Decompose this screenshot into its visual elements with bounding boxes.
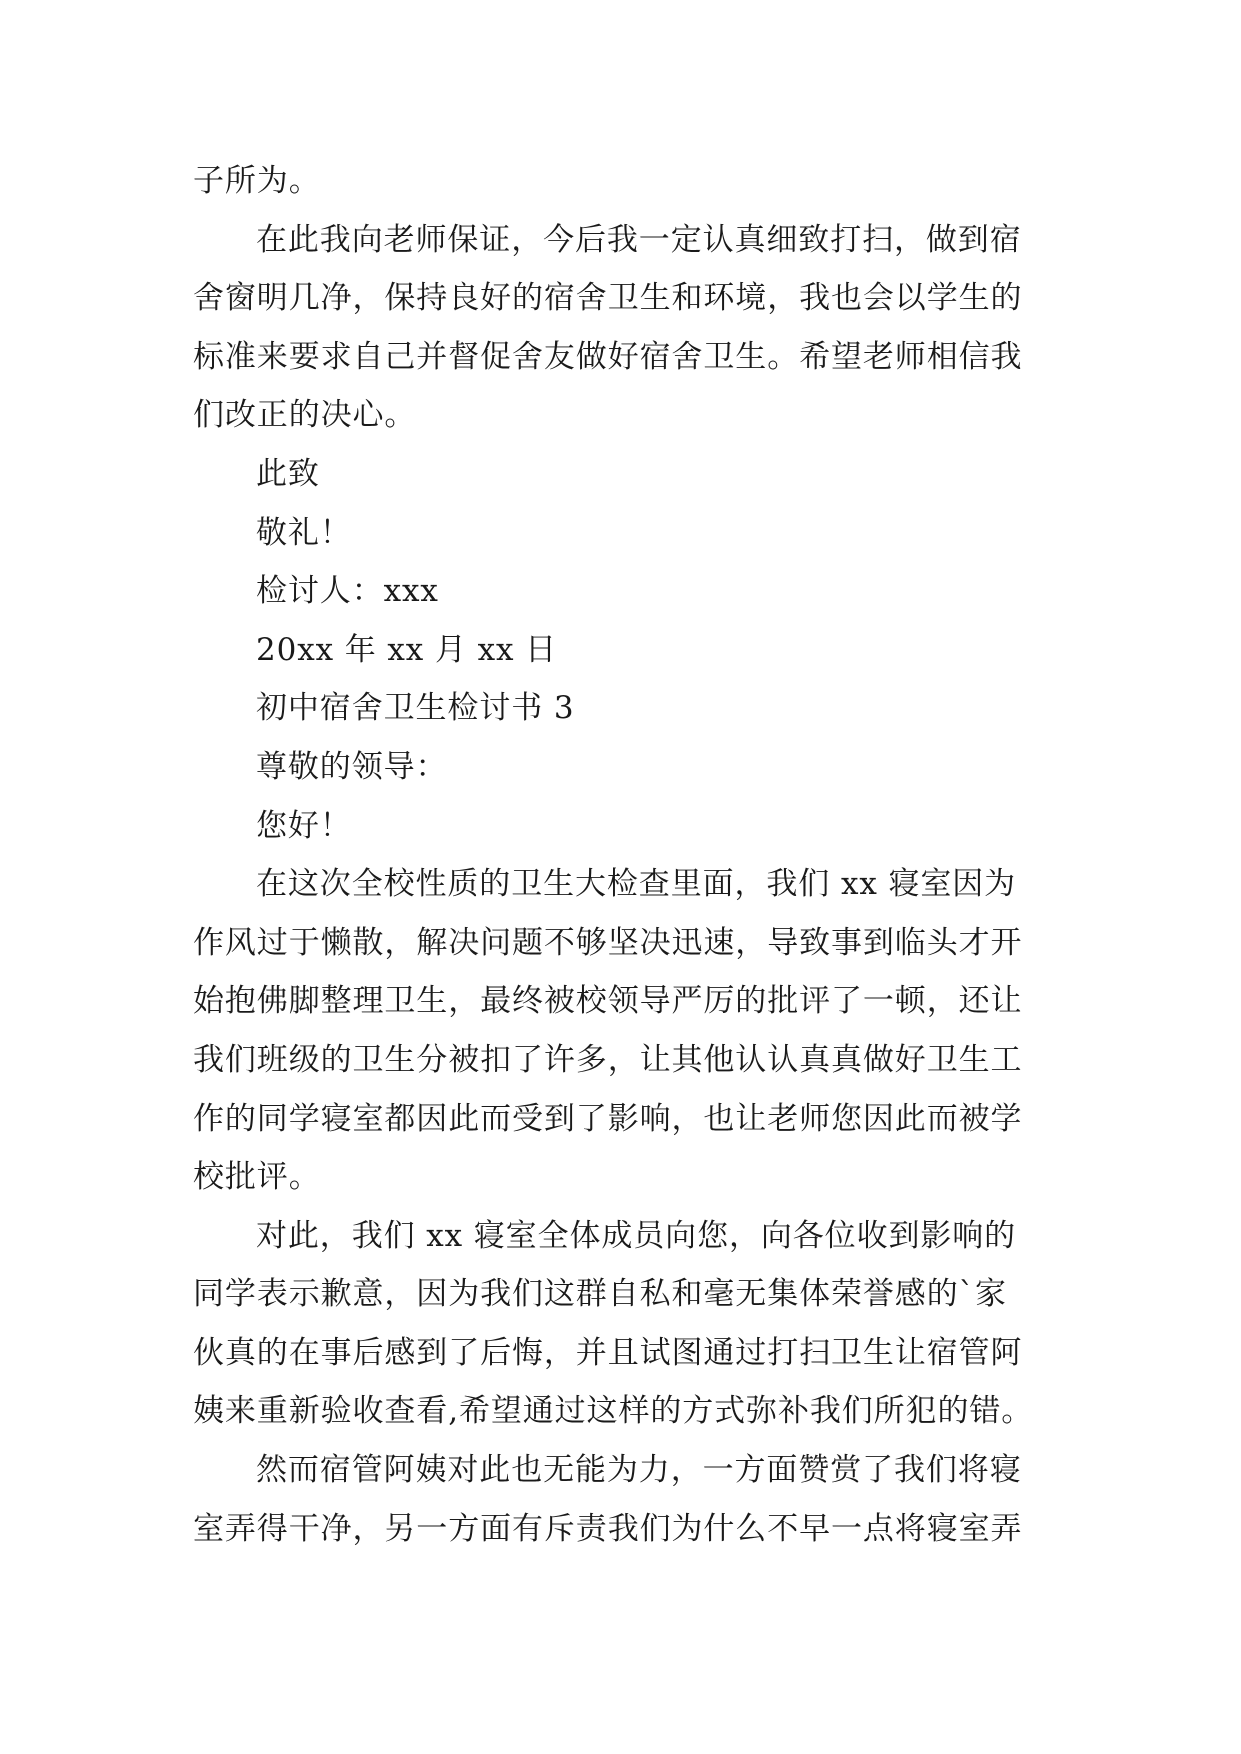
text-line: 作风过于懒散，解决问题不够坚决迅速，导致事到临头才开 bbox=[193, 924, 1023, 961]
text-line: 姨来重新验收查看,希望通过这样的方式弥补我们所犯的错。 bbox=[193, 1393, 1034, 1430]
text-line: 标准来要求自己并督促舍友做好宿舍卫生。希望老师相信我 bbox=[193, 338, 1023, 375]
greeting-addressee: 尊敬的领导： bbox=[256, 748, 448, 785]
text-line: 在此我向老师保证，今后我一定认真细致打扫，做到宿 bbox=[256, 221, 1022, 258]
text-line: 作的同学寝室都因此而受到了影响，也让老师您因此而被学 bbox=[193, 1100, 1023, 1137]
text-line: 室弄得干净，另一方面有斥责我们为什么不早一点将寝室弄 bbox=[193, 1510, 1023, 1547]
text-line: 我们班级的卫生分被扣了许多，让其他认认真真做好卫生工 bbox=[193, 1041, 1023, 1078]
document-body bbox=[193, 152, 1051, 1558]
text-line: 对此，我们 xx 寝室全体成员向您，向各位收到影响的 bbox=[256, 1217, 1017, 1254]
text-line: 校批评。 bbox=[193, 1159, 321, 1196]
text-line: 伙真的在事后感到了后悔，并且试图通过打扫卫生让宿管阿 bbox=[193, 1334, 1023, 1371]
text-line: 舍窗明几净，保持良好的宿舍卫生和环境，我也会以学生的 bbox=[193, 280, 1023, 317]
section-title: 初中宿舍卫生检讨书 3 bbox=[256, 690, 575, 727]
text-line: 子所为。 bbox=[193, 163, 321, 199]
text-line: 然而宿管阿姨对此也无能为力，一方面赞赏了我们将寝 bbox=[256, 1452, 1022, 1489]
text-line: 在这次全校性质的卫生大检查里面，我们 xx 寝室因为 bbox=[256, 866, 1017, 903]
signature-line: 检讨人：xxx bbox=[256, 573, 439, 610]
closing-salutation: 此致 bbox=[256, 455, 320, 492]
text-line: 始抱佛脚整理卫生，最终被校领导严厉的批评了一顿，还让 bbox=[193, 983, 1023, 1020]
text-line: 们改正的决心。 bbox=[193, 397, 417, 434]
greeting: 您好！ bbox=[256, 807, 352, 844]
closing-respect: 敬礼！ bbox=[256, 514, 352, 551]
text-line: 同学表示歉意，因为我们这群自私和毫无集体荣誉感的`家 bbox=[193, 1276, 1007, 1313]
date-line: 20xx 年 xx 月 xx 日 bbox=[256, 631, 558, 668]
